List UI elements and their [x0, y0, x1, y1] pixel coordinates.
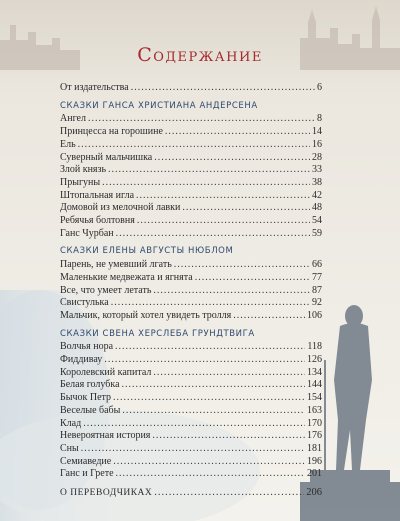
toc-entry[interactable]: [60, 430, 322, 443]
toc-entry[interactable]: [60, 82, 322, 95]
toc-entry-title: Злой князь: [60, 164, 107, 176]
leader-dots: [111, 297, 310, 310]
toc-entry-page: 54: [312, 215, 322, 227]
toc-entry-title: Королевский капитал: [60, 366, 152, 378]
leader-dots: [182, 202, 310, 215]
section-heading: СКАЗКИ ЕЛЕНЫ АВГУСТЫ НЮБЛОМ: [60, 246, 234, 257]
toc-entry-title: Белая голубка: [60, 379, 120, 391]
toc-entry[interactable]: [60, 297, 322, 310]
toc-entry-title: Невероятная история: [60, 430, 151, 442]
toc-entry[interactable]: [60, 392, 322, 405]
toc-entry[interactable]: [60, 341, 322, 354]
leader-dots: [165, 126, 310, 139]
page-title: Содержание: [137, 44, 263, 66]
leader-dots: [115, 341, 305, 354]
section-heading: СКАЗКИ ГАНСА ХРИСТИАНА АНДЕРСЕНА: [60, 100, 258, 111]
toc-entry-title: Принцесса на горошине: [60, 126, 163, 138]
leader-dots: [83, 418, 305, 431]
leader-dots: [153, 285, 310, 298]
toc-entry-title: Фиддивау: [60, 354, 103, 366]
toc-entry-page: 66: [312, 259, 322, 271]
toc-entry-title: Бычок Петр: [60, 392, 112, 404]
toc-entry[interactable]: [60, 164, 322, 177]
leader-dots: [108, 164, 310, 177]
table-of-contents: [60, 82, 322, 500]
toc-entry-title: Клад: [60, 417, 82, 429]
toc-entry-page: 42: [312, 189, 322, 201]
toc-entry-page: 206: [306, 487, 322, 499]
toc-entry[interactable]: [60, 443, 322, 456]
leader-dots: [136, 190, 310, 203]
toc-entry-page: 59: [312, 227, 322, 239]
leader-dots: [195, 272, 310, 285]
leader-dots: [113, 456, 305, 469]
toc-entry-page: 196: [307, 455, 322, 467]
toc-entry-page: 134: [307, 366, 322, 378]
leader-dots: [88, 113, 315, 126]
toc-entry-page: 181: [307, 442, 322, 454]
toc-entry-title: Семиаведие: [60, 455, 112, 467]
toc-entry[interactable]: [60, 139, 322, 152]
toc-entry-page: 6: [317, 82, 322, 93]
leader-dots: [122, 405, 305, 418]
toc-entry-title: Суверный мальчишка: [60, 151, 153, 163]
toc-entry-title: Ганс Чурбан: [60, 227, 114, 239]
toc-entry[interactable]: [60, 456, 322, 469]
toc-entry-page: 170: [307, 417, 322, 429]
toc-entry[interactable]: [60, 202, 322, 215]
toc-entry-title: Ганс и Грете: [60, 468, 114, 480]
toc-entry-page: 16: [312, 138, 322, 150]
leader-dots: [78, 139, 310, 152]
toc-entry-page: 28: [312, 151, 322, 163]
toc-entry-title: Веселые бабы: [60, 404, 121, 416]
toc-entry-page: 92: [312, 297, 322, 309]
toc-entry[interactable]: [60, 367, 322, 380]
toc-entry-title: Мальчик, который хотел увидеть тролля: [60, 309, 232, 321]
toc-entry-page: 118: [307, 341, 322, 353]
leader-dots: [81, 443, 305, 456]
toc-entry-title: Волчья нора: [60, 341, 114, 353]
leader-dots: [122, 379, 305, 392]
toc-entry[interactable]: [60, 272, 322, 285]
toc-entry-page: 144: [307, 379, 322, 391]
toc-entry[interactable]: [60, 259, 322, 272]
leader-dots: [102, 177, 310, 190]
leader-dots: [152, 430, 305, 443]
leader-dots: [113, 392, 305, 405]
toc-entry-page: 176: [307, 430, 322, 442]
toc-entry-page: 77: [312, 271, 322, 283]
toc-entry[interactable]: [60, 379, 322, 392]
toc-entry[interactable]: [60, 152, 322, 165]
toc-entry[interactable]: [60, 228, 322, 241]
toc-entry-title: Парень, не умевший лгать: [60, 259, 172, 271]
toc-entry-title: Домовой из мелочной лавки: [60, 202, 181, 214]
section-heading: СКАЗКИ СВЕНА ХЕРСЛЕБА ГРУНДТВИГА: [60, 328, 255, 339]
toc-entry-page: 87: [312, 284, 322, 296]
leader-dots: [233, 310, 305, 323]
toc-entry[interactable]: [60, 487, 322, 500]
leader-dots: [154, 487, 304, 500]
toc-entry[interactable]: [60, 190, 322, 203]
toc-entry[interactable]: [60, 405, 322, 418]
leader-dots: [174, 259, 310, 272]
toc-entry[interactable]: [60, 126, 322, 139]
toc-entry-title: Прыгуны: [60, 176, 101, 188]
toc-entry-title: Ангел: [60, 113, 86, 125]
toc-entry-title: О ПЕРЕВОДЧИКАХ: [60, 488, 153, 499]
toc-entry-title: Ель: [60, 138, 76, 150]
toc-entry-title: Ребячья болтовня: [60, 215, 135, 227]
toc-entry-page: 14: [312, 126, 322, 138]
toc-entry[interactable]: [60, 468, 322, 481]
toc-entry[interactable]: [60, 113, 322, 126]
toc-entry-title: Штопальная игла: [60, 189, 135, 201]
leader-dots: [116, 228, 310, 241]
leader-dots: [131, 82, 315, 95]
toc-entry[interactable]: [60, 418, 322, 431]
leader-dots: [153, 367, 305, 380]
toc-entry-page: 126: [307, 354, 322, 366]
toc-entry[interactable]: [60, 285, 322, 298]
toc-entry-page: 38: [312, 176, 322, 188]
toc-entry[interactable]: [60, 354, 322, 367]
toc-entry-page: 8: [317, 113, 322, 125]
toc-entry[interactable]: [60, 215, 322, 228]
toc-entry-title: От издательства: [60, 82, 129, 93]
toc-entry[interactable]: [60, 310, 322, 323]
toc-entry-page: 33: [312, 164, 322, 176]
leader-dots: [154, 152, 310, 165]
toc-entry-title: Маленькие медвежата и ягнята: [60, 271, 193, 283]
toc-entry-title: Свистулька: [60, 297, 109, 309]
leader-dots: [104, 354, 305, 367]
toc-entry-page: 201: [307, 468, 322, 480]
toc-entry[interactable]: [60, 177, 322, 190]
toc-entry-title: Все, что умеет летать: [60, 284, 152, 296]
leader-dots: [137, 215, 310, 228]
toc-entry-title: Сны: [60, 442, 79, 454]
toc-entry-page: 163: [307, 404, 322, 416]
toc-entry-page: 154: [307, 392, 322, 404]
toc-entry-page: 106: [307, 309, 322, 321]
toc-entry-page: 48: [312, 202, 322, 214]
leader-dots: [116, 468, 305, 481]
